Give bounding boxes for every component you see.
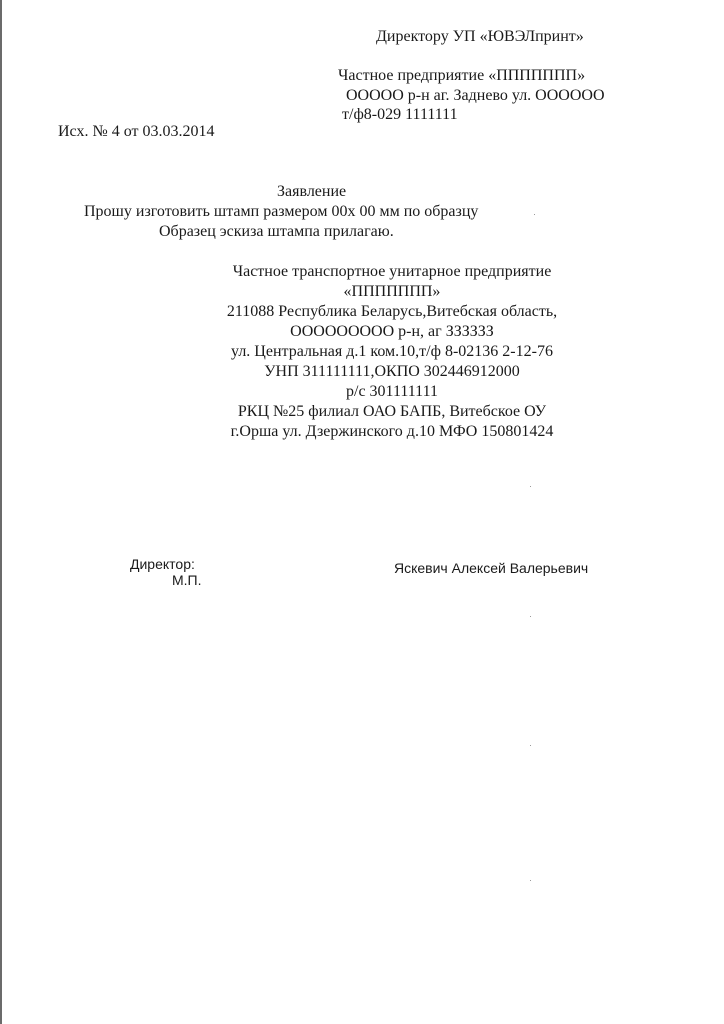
stamp-line: ул. Центральная д.1 ком.10,т/ф 8-02136 2-12-76 — [231, 343, 553, 360]
statement-title: Заявление — [277, 183, 347, 200]
scan-speck — [530, 486, 531, 487]
director-label: Директор: — [130, 556, 195, 572]
sender-name: Частное предприятие «ППППППП» — [338, 67, 586, 84]
stamp-line: РКЦ №25 филиал ОАО БАПБ, Витебское ОУ — [237, 403, 547, 420]
stamp-line: «ППППППП» — [343, 283, 441, 300]
seal-label: М.П. — [172, 572, 202, 588]
sender-phone: т/ф8-029 1111111 — [342, 106, 458, 123]
scan-speck — [530, 616, 531, 617]
outgoing-reference: Исх. № 4 от 03.03.2014 — [58, 123, 215, 140]
statement-request: Прошу изготовить штамп размером 00х 00 мм по образцу — [84, 203, 479, 220]
stamp-line: Частное транспортное унитарное предприятие — [232, 263, 552, 280]
sender-address: ООООО р-н аг. Заднево ул. ОООООО — [346, 87, 605, 104]
stamp-line: г.Орша ул. Дзержинского д.10 МФО 150801424 — [230, 423, 554, 440]
scan-speck — [534, 214, 535, 215]
addressee: Директору УП «ЮВЭЛпринт» — [376, 28, 584, 45]
director-name: Яскевич Алексей Валерьевич — [394, 560, 589, 576]
stamp-line: ООООООООО р-н, аг ЗЗЗЗЗЗ — [290, 323, 494, 340]
stamp-line: УНП 311111111,ОКПО 302446912000 — [264, 363, 520, 380]
stamp-text-block — [152, 262, 632, 442]
stamp-line: р/с 301111111 — [346, 383, 438, 400]
statement-attachment: Образец эскиза штампа прилагаю. — [159, 223, 394, 240]
scan-speck — [530, 880, 531, 881]
scan-speck — [530, 745, 531, 746]
stamp-line: 211088 Республика Беларусь,Витебская область, — [226, 303, 558, 320]
